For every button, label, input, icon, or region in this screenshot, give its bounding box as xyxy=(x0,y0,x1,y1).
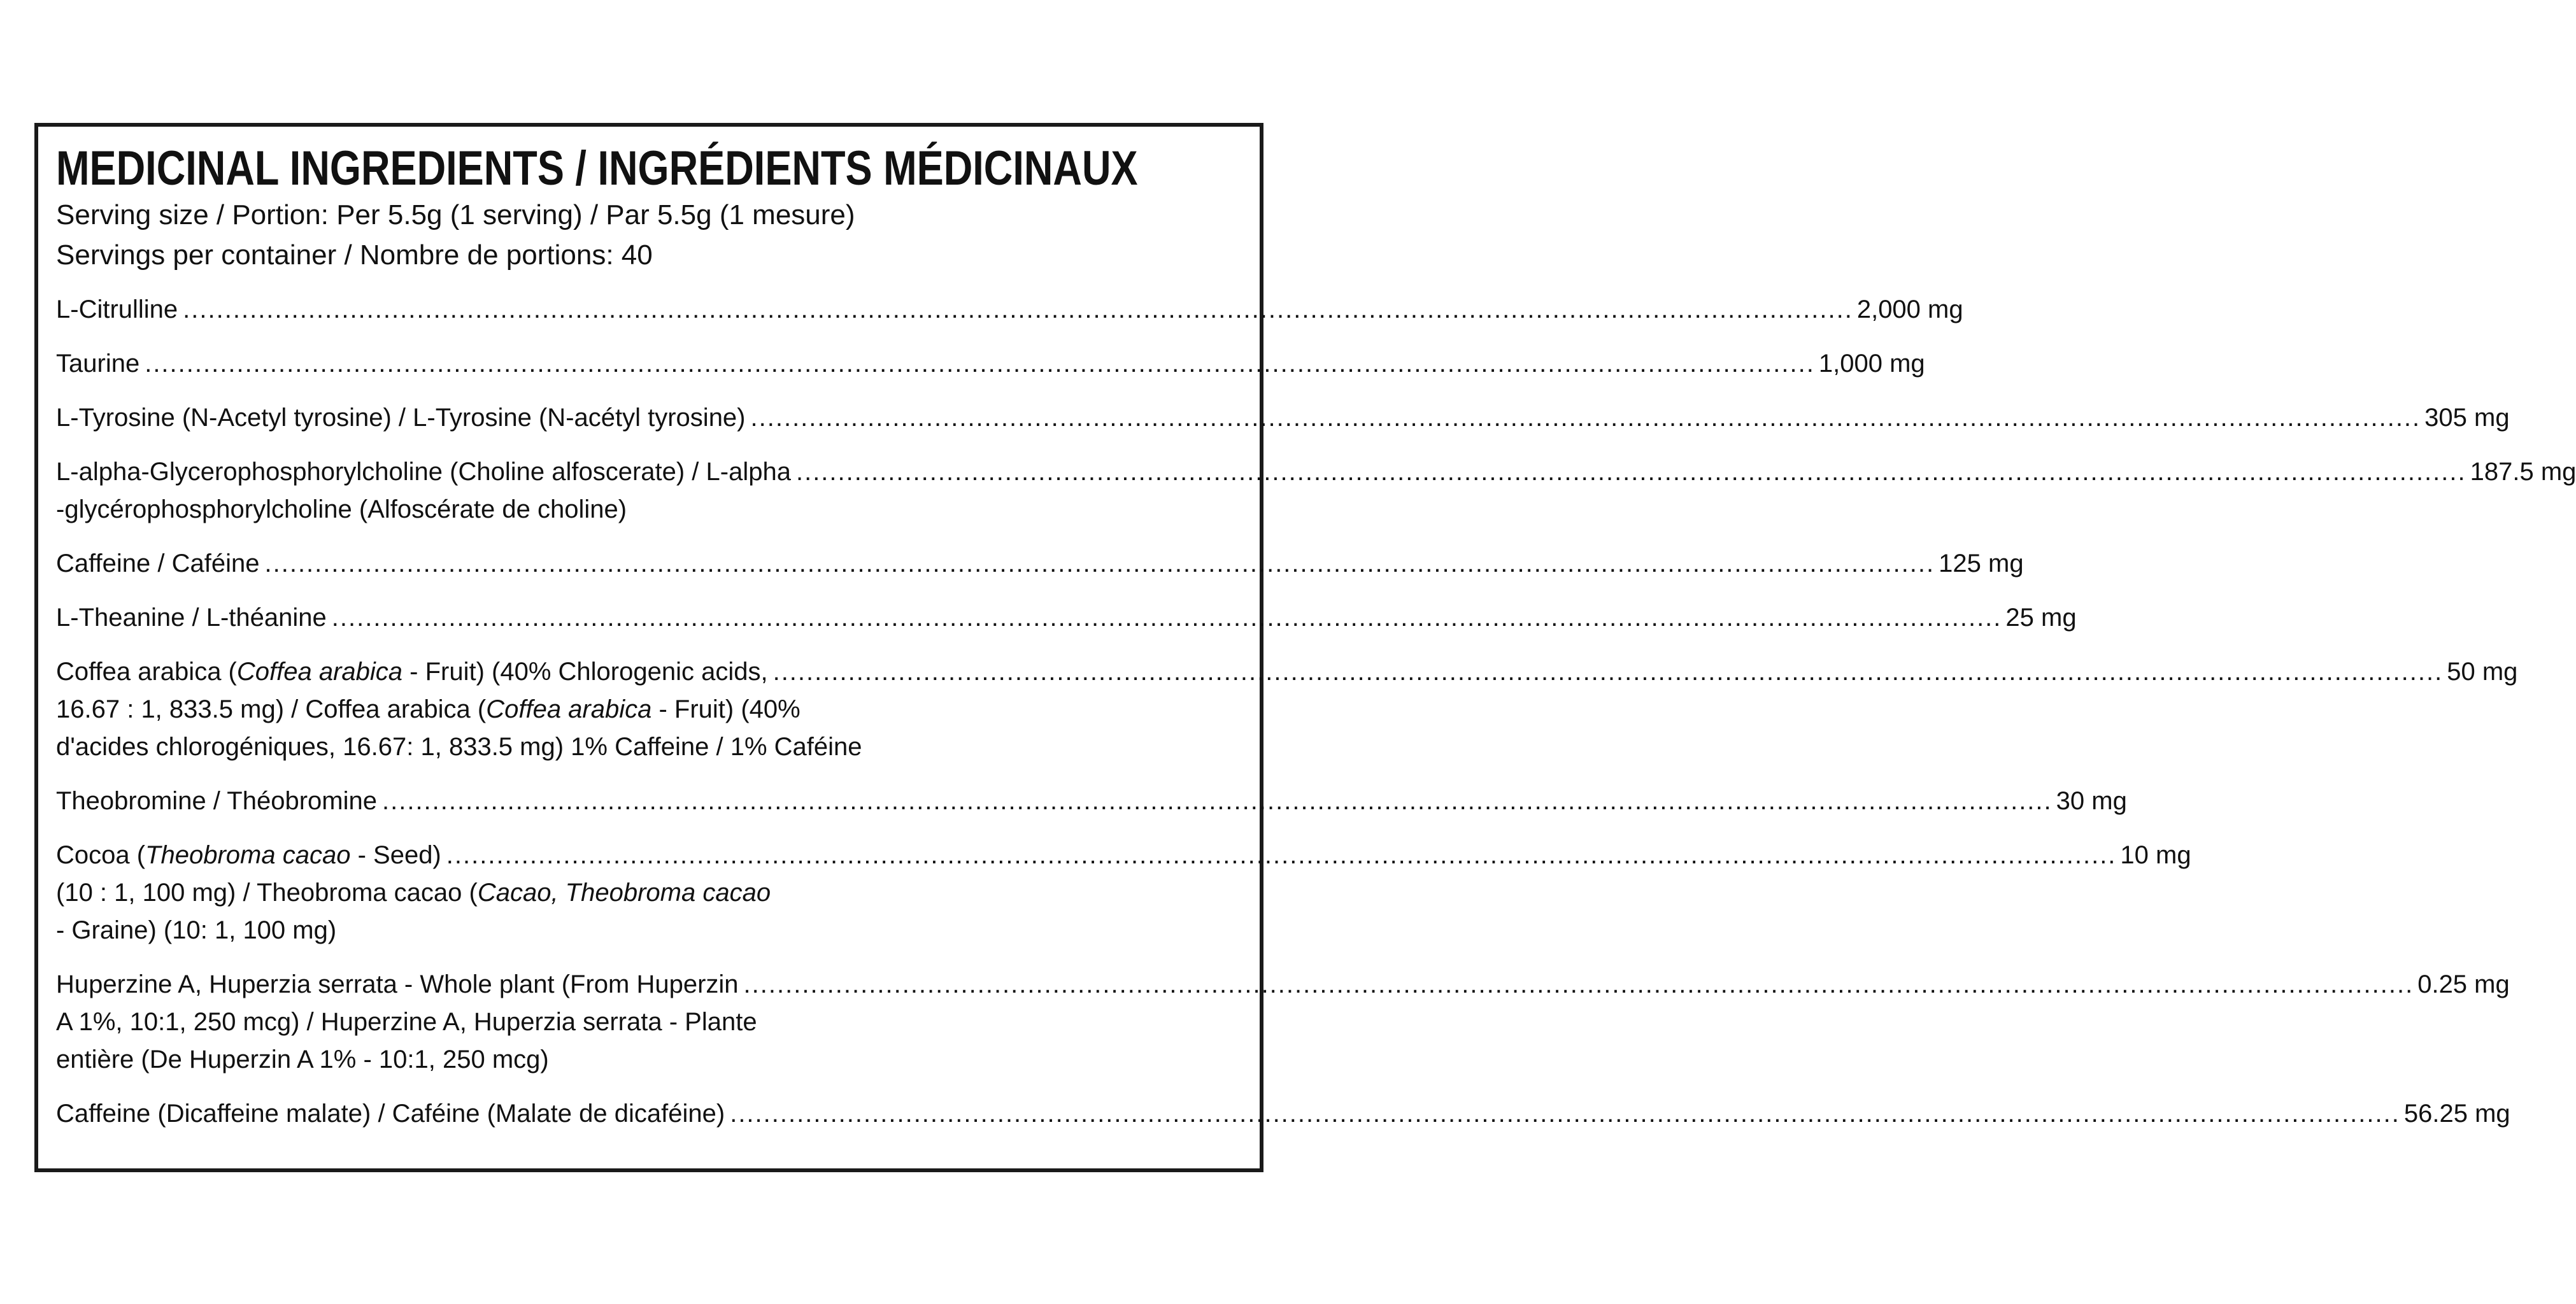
ingredient-coffea-arabica xyxy=(56,653,2518,766)
ingredient-name: Caffeine (Dicaffeine malate) / Caféine (Malate de dicaféine) xyxy=(56,1100,725,1128)
ingredient-name: L-alpha-Glycerophosphorylcholine (Choline alfoscerate) / L-alpha xyxy=(56,458,791,486)
leader-dots: ........................................................................................................................................................................................................ xyxy=(750,404,2421,432)
ingredient-amount: 10 mg xyxy=(2120,841,2191,869)
ingredient-amount: 30 mg xyxy=(2056,787,2127,815)
ingredient-name-continuation: entière (De Huperzin A 1% - 10:1, 250 mcg) xyxy=(56,1045,549,1074)
leader-dots: ........................................................................................................................................................................................................ xyxy=(381,787,2053,815)
ingredient-name: L-Citrulline xyxy=(56,295,178,323)
ingredient-alpha-gpc xyxy=(56,453,2576,528)
ingredient-amount: 305 mg xyxy=(2424,404,2510,432)
ingredient-name-continuation: -glycérophosphorylcholine (Alfoscérate de choline) xyxy=(56,495,627,523)
ingredient-amount: 50 mg xyxy=(2447,658,2518,686)
leader-dots: ........................................................................................................................................................................................................ xyxy=(264,549,1935,578)
ingredient-name: Theobromine / Théobromine xyxy=(56,787,377,815)
ingredient-amount: 1,000 mg xyxy=(1818,350,1925,378)
ingredient-name: Coffea arabica (Coffea arabica - Fruit) (40% Chlorogenic acids, xyxy=(56,658,768,686)
ingredient-name: Caffeine / Caféine xyxy=(56,549,260,578)
leader-dots: ........................................................................................................................................................................................................ xyxy=(446,841,2117,869)
servings-per-container-line: Servings per container / Nombre de portions: 40 xyxy=(56,239,653,271)
ingredient-amount: 25 mg xyxy=(2005,604,2077,632)
ingredient-l-tyrosine xyxy=(56,399,2510,437)
panel-title: MEDICINAL INGREDIENTS / INGRÉDIENTS MÉDICINAUX xyxy=(56,141,1138,195)
ingredient-amount: 125 mg xyxy=(1939,549,2024,578)
ingredient-dicaffeine-malate xyxy=(56,1095,2510,1133)
leader-dots: ........................................................................................................................................................................................................ xyxy=(183,295,1853,323)
ingredient-name-continuation: - Graine) (10: 1, 100 mg) xyxy=(56,916,337,944)
ingredient-caffeine xyxy=(56,545,2024,583)
ingredient-name-continuation: 16.67 : 1, 833.5 mg) / Coffea arabica (Coffea arabica - Fruit) (40% xyxy=(56,695,801,723)
leader-dots: ........................................................................................................................................................................................................ xyxy=(145,350,1815,378)
leader-dots: ........................................................................................................................................................................................................ xyxy=(730,1100,2400,1128)
medicinal-ingredients-panel xyxy=(34,123,2576,1172)
ingredient-huperzine-a xyxy=(56,966,2510,1079)
leader-dots: ........................................................................................................................................................................................................ xyxy=(331,604,2002,632)
ingredient-amount: 0.25 mg xyxy=(2417,970,2510,998)
ingredient-name: L-Tyrosine (N-Acetyl tyrosine) / L-Tyrosine (N-acétyl tyrosine) xyxy=(56,404,746,432)
ingredient-amount: 56.25 mg xyxy=(2403,1100,2510,1128)
ingredient-theobromine xyxy=(56,783,2127,820)
ingredient-name: Huperzine A, Huperzia serrata - Whole plant (From Huperzin xyxy=(56,970,739,998)
ingredient-l-citrulline xyxy=(56,291,1963,329)
leader-dots: ........................................................................................................................................................................................................ xyxy=(743,970,2414,998)
ingredient-amount: 187.5 mg xyxy=(2470,458,2576,486)
ingredient-cocoa xyxy=(56,837,2191,949)
ingredient-name-continuation: A 1%, 10:1, 250 mcg) / Huperzine A, Huperzia serrata - Plante xyxy=(56,1008,757,1036)
ingredient-amount: 2,000 mg xyxy=(1856,295,1963,323)
ingredient-name: Taurine xyxy=(56,350,140,378)
ingredient-name: Cocoa (Theobroma cacao - Seed) xyxy=(56,841,441,869)
ingredient-l-theanine xyxy=(56,599,2077,637)
ingredient-name-continuation: (10 : 1, 100 mg) / Theobroma cacao (Cacao, Theobroma cacao xyxy=(56,879,771,907)
leader-dots: ........................................................................................................................................................................................................ xyxy=(795,458,2466,486)
leader-dots: ........................................................................................................................................................................................................ xyxy=(772,658,2444,686)
serving-size-line: Serving size / Portion: Per 5.5g (1 serving) / Par 5.5g (1 mesure) xyxy=(56,199,855,230)
ingredient-name: L-Theanine / L-théanine xyxy=(56,604,327,632)
ingredient-list xyxy=(56,291,2576,1133)
ingredient-taurine xyxy=(56,345,1925,383)
ingredient-name-continuation: d'acides chlorogéniques, 16.67: 1, 833.5 mg) 1% Caffeine / 1% Caféine xyxy=(56,733,862,761)
